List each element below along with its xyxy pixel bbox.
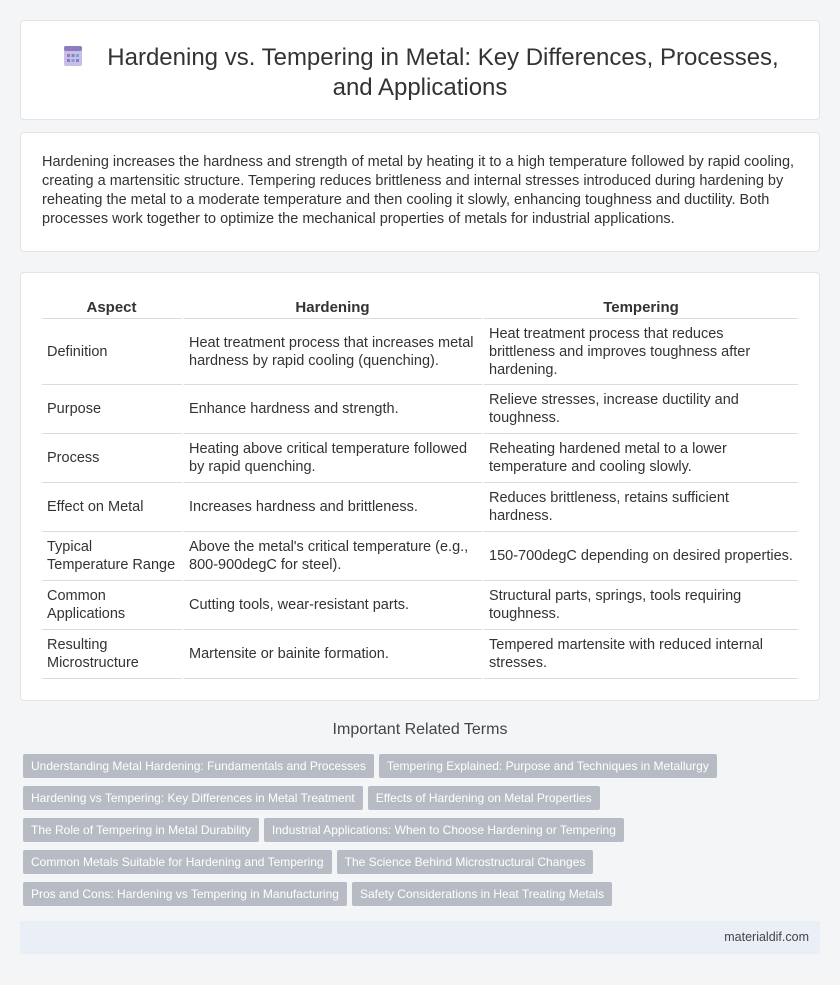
header-hardening: Hardening bbox=[184, 297, 484, 319]
page-title: Hardening vs. Tempering in Metal: Key Differences, Processes, and Applications bbox=[107, 44, 779, 101]
hardening-cell: Heating above critical temperature followed by rapid quenching. bbox=[184, 434, 484, 483]
table-row bbox=[42, 385, 798, 434]
tag-row bbox=[23, 818, 813, 850]
aspect-cell: Process bbox=[42, 434, 184, 483]
comparison-table bbox=[42, 297, 798, 679]
related-term-link[interactable]: Effects of Hardening on Metal Properties bbox=[368, 786, 600, 810]
aspect-cell: Definition bbox=[42, 319, 184, 385]
tag-row bbox=[23, 882, 813, 914]
table-row bbox=[42, 630, 798, 679]
footer bbox=[20, 921, 820, 954]
related-term-link[interactable]: Tempering Explained: Purpose and Techniques in Metallurgy bbox=[379, 754, 717, 778]
tempering-cell: Tempered martensite with reduced internal stresses. bbox=[484, 630, 798, 679]
aspect-cell: Typical Temperature Range bbox=[42, 532, 184, 581]
related-term-link[interactable]: The Role of Tempering in Metal Durability bbox=[23, 818, 259, 842]
aspect-cell: Purpose bbox=[42, 385, 184, 434]
related-term-link[interactable]: Safety Considerations in Heat Treating Metals bbox=[352, 882, 612, 906]
hardening-cell: Above the metal's critical temperature (e.g., 800-900degC for steel). bbox=[184, 532, 484, 581]
tempering-cell: 150-700degC depending on desired properties. bbox=[484, 532, 798, 581]
header-tempering: Tempering bbox=[484, 297, 798, 319]
table-row bbox=[42, 319, 798, 385]
table-header-row bbox=[42, 297, 798, 319]
tempering-cell: Reduces brittleness, retains sufficient hardness. bbox=[484, 483, 798, 532]
related-term-link[interactable]: Pros and Cons: Hardening vs Tempering in Manufacturing bbox=[23, 882, 347, 906]
related-term-link[interactable]: Common Metals Suitable for Hardening and Tempering bbox=[23, 850, 332, 874]
hardening-cell: Increases hardness and brittleness. bbox=[184, 483, 484, 532]
tag-row bbox=[23, 754, 813, 786]
related-terms-title: Important Related Terms bbox=[332, 721, 508, 738]
related-term-link[interactable]: The Science Behind Microstructural Changes bbox=[337, 850, 594, 874]
table-row bbox=[42, 483, 798, 532]
table-row bbox=[42, 532, 798, 581]
tag-row bbox=[23, 850, 813, 882]
header-aspect: Aspect bbox=[42, 297, 184, 319]
related-term-link[interactable]: Industrial Applications: When to Choose Hardening or Tempering bbox=[264, 818, 624, 842]
tempering-cell: Relieve stresses, increase ductility and toughness. bbox=[484, 385, 798, 434]
page-title-wrap bbox=[61, 43, 779, 103]
tempering-cell: Reheating hardened metal to a lower temperature and cooling slowly. bbox=[484, 434, 798, 483]
tag-row bbox=[23, 786, 813, 818]
related-term-link[interactable]: Hardening vs Tempering: Key Differences in Metal Treatment bbox=[23, 786, 363, 810]
hardening-cell: Martensite or bainite formation. bbox=[184, 630, 484, 679]
header-card bbox=[20, 20, 820, 120]
hardening-cell: Heat treatment process that increases metal hardness by rapid cooling (quenching). bbox=[184, 319, 484, 385]
table-row bbox=[42, 581, 798, 630]
related-terms-list bbox=[23, 754, 813, 914]
footer-site-link[interactable]: materialdif.com bbox=[724, 930, 809, 944]
spreadsheet-icon bbox=[61, 44, 85, 68]
tempering-cell: Heat treatment process that reduces brittleness and improves toughness after hardening. bbox=[484, 319, 798, 385]
aspect-cell: Effect on Metal bbox=[42, 483, 184, 532]
aspect-cell: Common Applications bbox=[42, 581, 184, 630]
hardening-cell: Enhance hardness and strength. bbox=[184, 385, 484, 434]
related-term-link[interactable]: Understanding Metal Hardening: Fundamentals and Processes bbox=[23, 754, 374, 778]
comparison-table-card bbox=[20, 272, 820, 701]
intro-card bbox=[20, 132, 820, 252]
table-row bbox=[42, 434, 798, 483]
tempering-cell: Structural parts, springs, tools requiring toughness. bbox=[484, 581, 798, 630]
intro-paragraph: Hardening increases the hardness and strength of metal by heating it to a high temperature followed by rapid cooling, creating a martensitic structure. Tempering reduces brittleness and internal stresses introduced during hardening by reheating the metal to a moderate temperature and then cooling it slowly, enhancing toughness and ductility. Both processes work together to optimize the mechanical properties of metals for industrial applications. bbox=[42, 154, 795, 227]
aspect-cell: Resulting Microstructure bbox=[42, 630, 184, 679]
hardening-cell: Cutting tools, wear-resistant parts. bbox=[184, 581, 484, 630]
